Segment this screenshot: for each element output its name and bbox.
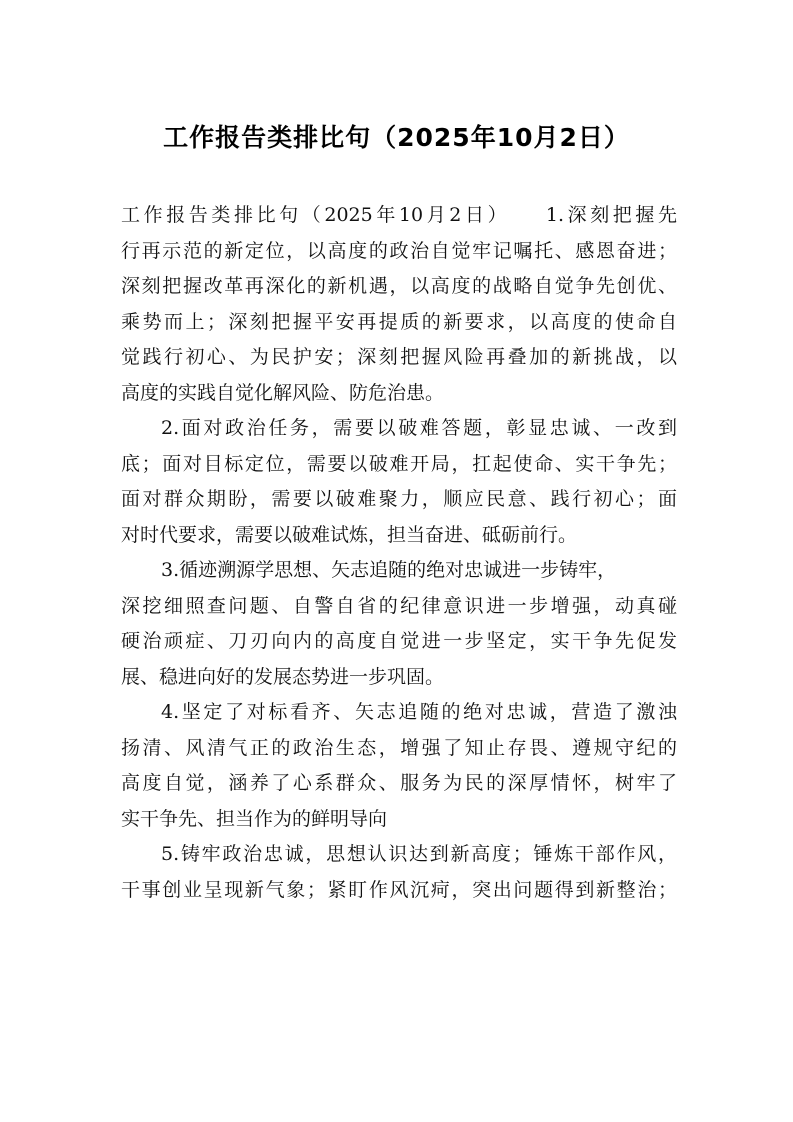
paragraph-line: 4.坚定了对标看齐、矢志追随的绝对忠诚，营造了激浊 [161, 701, 677, 723]
paragraph-line: 高度的实践自觉化解风险、防危治患。 [121, 381, 445, 404]
document-title: 工作报告类排比句（2025年10月2日） [163, 123, 630, 152]
paragraph-line: 实干争先、担当作为的鲜明导向 [121, 807, 388, 830]
paragraph-line: 扬清、风清气正的政治生态，增强了知止存畏、遵规守纪的 [121, 736, 677, 759]
paragraph-line: 行再示范的新定位，以高度的政治自觉牢记嘱托、感恩奋进； [121, 239, 677, 262]
paragraph-line: 对时代要求，需要以破难试炼，担当奋进、砥砺前行。 [121, 523, 578, 546]
document-body [121, 198, 677, 908]
paragraph-line: 觉践行初心、为民护安；深刻把握风险再叠加的新挑战，以 [121, 346, 677, 368]
paragraph-line: 5.铸牢政治忠诚，思想认识达到新高度；锤炼干部作风， [161, 843, 677, 865]
paragraph-line: 展、稳进向好的发展态势进一步巩固。 [121, 665, 445, 688]
paragraph-line: 干事创业呈现新气象；紧盯作风沉疴，突出问题得到新整治； [121, 878, 677, 901]
paragraph-line: 深挖细照查问题、自警自省的纪律意识进一步增强，动真碰 [121, 594, 677, 617]
paragraph-line: 工作报告类排比句（2025年10月2日） 1.深刻把握先 [121, 204, 677, 226]
paragraph-line: 硬治顽症、刀刃向内的高度自觉进一步坚定，实干争先促发 [121, 630, 677, 652]
paragraph-line: 2.面对政治任务，需要以破难答题，彰显忠诚、一改到 [161, 417, 677, 439]
paragraph-line: 3.循迹溯源学思想、矢志追随的绝对忠诚进一步铸牢， [161, 559, 617, 581]
paragraph-line: 底；面对目标定位，需要以破难开局，扛起使命、实干争先； [121, 452, 677, 475]
paragraph-line: 乘势而上；深刻把握平安再提质的新要求，以高度的使命自 [121, 310, 677, 333]
paragraph-line: 面对群众期盼，需要以破难聚力，顺应民意、践行初心；面 [121, 488, 677, 510]
paragraph-line: 高度自觉，涵养了心系群众、服务为民的深厚情怀，树牢了 [121, 772, 677, 794]
paragraph-line: 深刻把握改革再深化的新机遇，以高度的战略自觉争先创优、 [121, 275, 677, 297]
